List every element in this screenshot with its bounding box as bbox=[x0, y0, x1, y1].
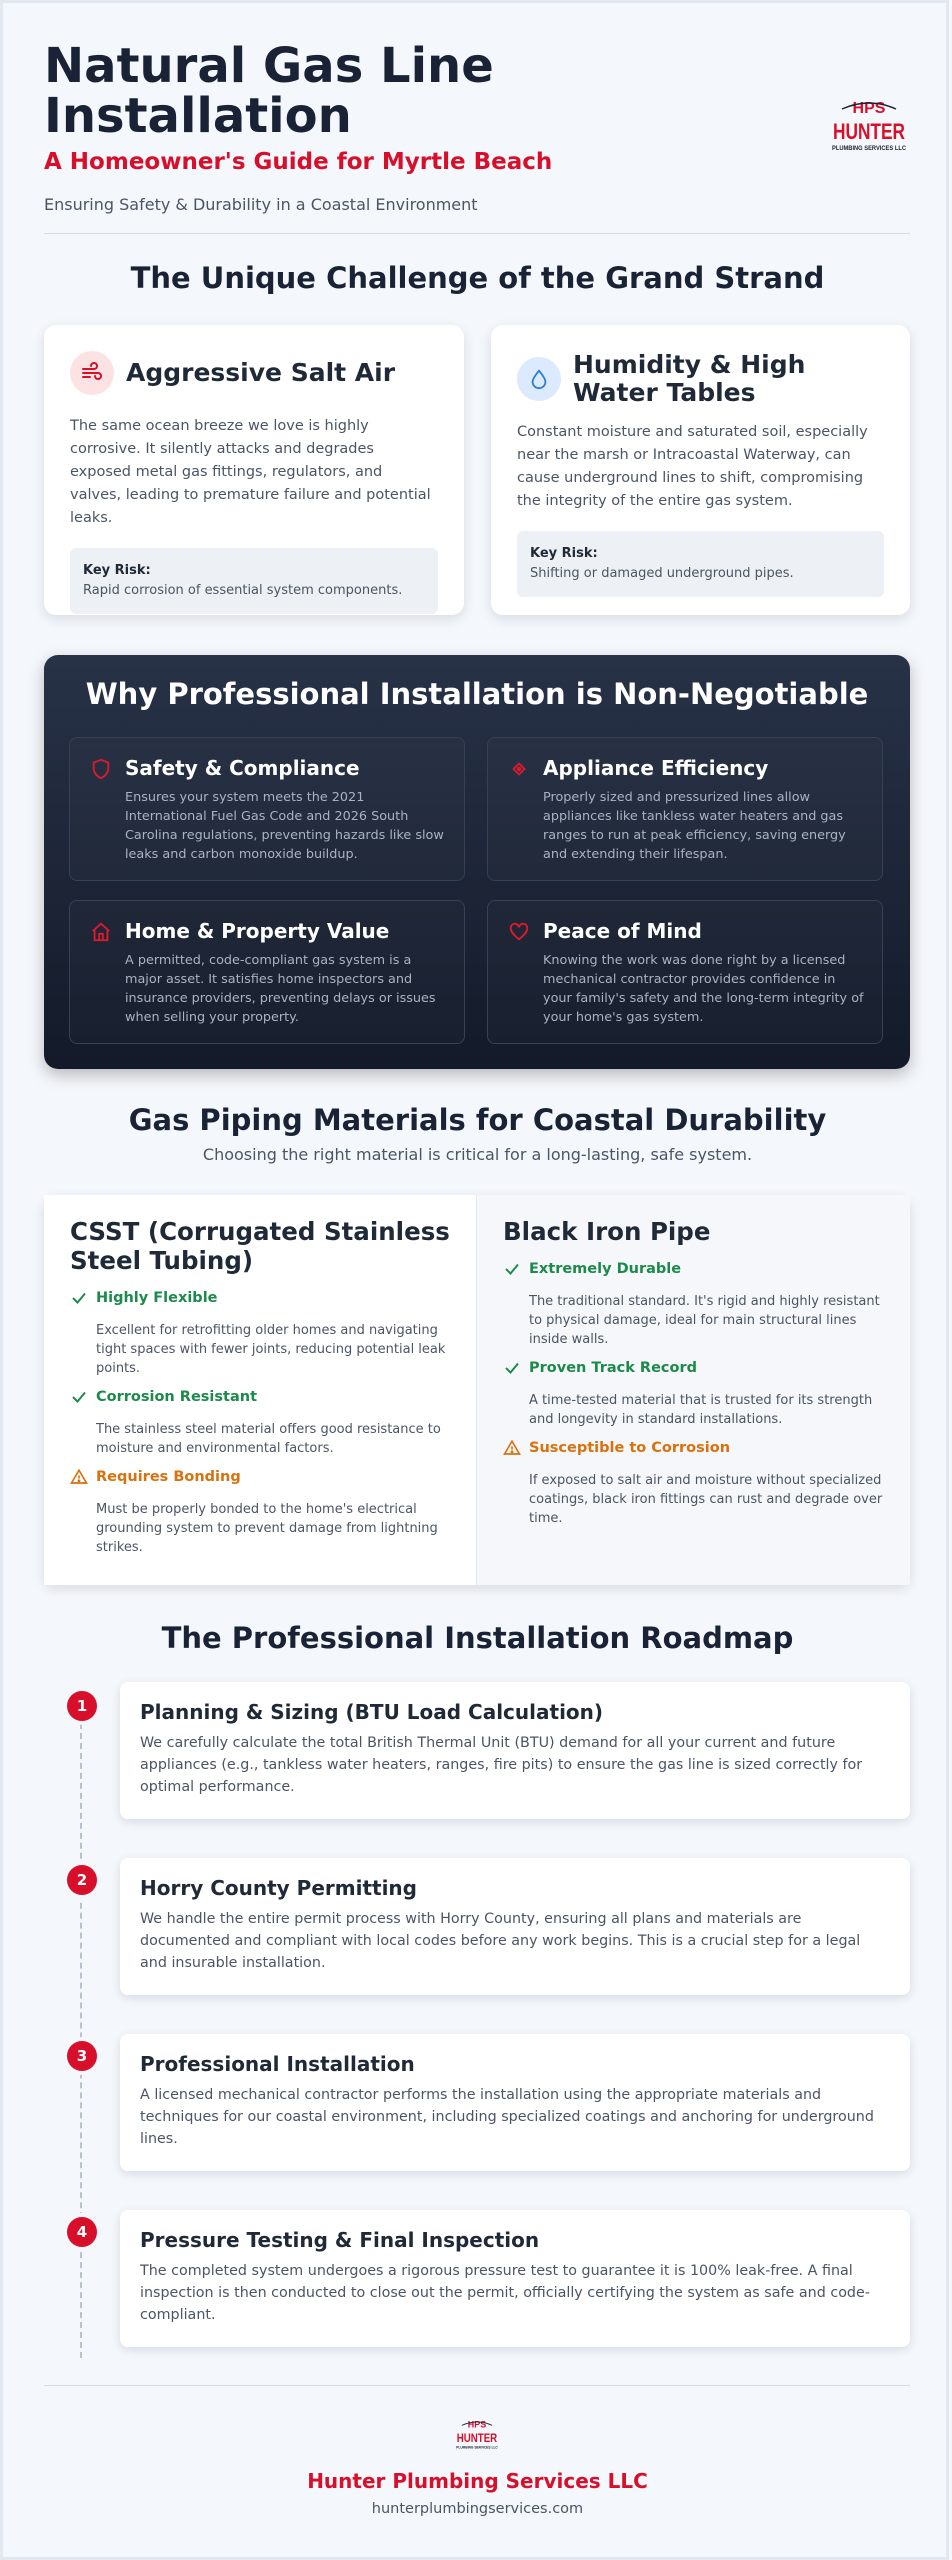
feature-body: Excellent for retrofitting older homes and navigating tight spaces with fewer joints, reducing potential leak points. bbox=[96, 1323, 446, 1376]
material-feature bbox=[70, 1388, 450, 1406]
check-icon bbox=[503, 1359, 521, 1377]
challenge-card-salt-air bbox=[44, 325, 464, 615]
why-card-peace-of-mind bbox=[487, 900, 883, 1044]
material-column-csst bbox=[44, 1195, 477, 1585]
key-risk-box bbox=[70, 548, 438, 614]
footer-website-link[interactable]: hunterplumbingservices.com bbox=[371, 2501, 584, 2517]
why-card-safety bbox=[69, 737, 465, 881]
material-feature bbox=[70, 1468, 450, 1486]
materials-comparison bbox=[44, 1195, 910, 1585]
challenge-heading: The Unique Challenge of the Grand Strand bbox=[130, 261, 825, 295]
footer-company-name: Hunter Plumbing Services LLC bbox=[307, 2469, 648, 2493]
page-title: Natural Gas Line Installation bbox=[44, 38, 494, 144]
why-card-property-value bbox=[69, 900, 465, 1044]
hunter-logo bbox=[828, 99, 910, 157]
key-risk-label: Key Risk: bbox=[530, 546, 598, 561]
step-title: Professional Installation bbox=[140, 2052, 415, 2076]
feature-body: If exposed to salt air and moisture without specialized coatings, black iron fittings can rust and degrade over time. bbox=[529, 1473, 883, 1526]
why-heading: Why Professional Installation is Non-Negotiable bbox=[85, 677, 869, 711]
divider bbox=[44, 233, 910, 234]
material-feature bbox=[70, 1289, 450, 1307]
step-title: Pressure Testing & Final Inspection bbox=[140, 2228, 540, 2252]
key-risk-box bbox=[517, 531, 884, 597]
key-risk-text: Rapid corrosion of essential system components. bbox=[83, 583, 403, 598]
step-body: We carefully calculate the total British Thermal Unit (BTU) demand for all your current and future appliances (e.g., tankless water heaters, ranges, fire pits) to ensure the gas line is sized correctly for optimal performance. bbox=[140, 1735, 863, 1795]
check-icon bbox=[70, 1388, 88, 1406]
wind-icon bbox=[70, 351, 114, 395]
card-body: The same ocean breeze we love is highly corrosive. It silently attacks and degrades exposed metal gas fittings, regulators, and valves, leading to premature failure and potential leaks. bbox=[70, 418, 431, 526]
step-number: 2 bbox=[67, 1865, 97, 1895]
logo-letters: HPS bbox=[852, 100, 886, 117]
why-card-body: A permitted, code-compliant gas system is a major asset. It satisfies home inspectors and insurance providers, preventing delays or issues when selling your property. bbox=[125, 953, 436, 1025]
material-feature bbox=[503, 1359, 884, 1377]
feature-body: The stainless steel material offers good resistance to moisture and environmental factors. bbox=[96, 1422, 441, 1456]
why-section bbox=[44, 655, 910, 1069]
why-card-body: Properly sized and pressurized lines allow appliances like tankless water heaters and gas ranges to run at peak efficiency, saving energy and extending their lifespan. bbox=[543, 790, 846, 862]
material-title: CSST (Corrugated Stainless Steel Tubing) bbox=[70, 1217, 450, 1275]
material-title: Black Iron Pipe bbox=[503, 1217, 711, 1246]
check-icon bbox=[503, 1260, 521, 1278]
shield-icon bbox=[90, 758, 112, 780]
roadmap-step bbox=[120, 1682, 910, 1819]
logo-name: HUNTER bbox=[833, 119, 906, 144]
roadmap-step bbox=[120, 1858, 910, 1995]
footer-logo-small: PLUMBING SERVICES LLC bbox=[456, 2445, 499, 2450]
why-card-efficiency bbox=[487, 737, 883, 881]
materials-heading: Gas Piping Materials for Coastal Durability bbox=[128, 1103, 827, 1137]
timeline-line bbox=[80, 1713, 82, 2358]
step-number: 3 bbox=[67, 2041, 97, 2071]
footer-logo bbox=[454, 2419, 500, 2453]
step-number: 4 bbox=[67, 2217, 97, 2247]
why-card-body: Ensures your system meets the 2021 International Fuel Gas Code and 2026 South Carolina regulations, preventing hazards like slow leaks and carbon monoxide buildup. bbox=[125, 790, 444, 862]
feature-title: Susceptible to Corrosion bbox=[529, 1440, 731, 1456]
step-number: 1 bbox=[67, 1691, 97, 1721]
tag-icon bbox=[508, 758, 530, 780]
droplet-icon bbox=[517, 357, 561, 401]
materials-subheading: Choosing the right material is critical for a long-lasting, safe system. bbox=[202, 1145, 753, 1164]
logo-small: PLUMBING SERVICES LLC bbox=[832, 146, 907, 152]
page-tagline: Ensuring Safety & Durability in a Coastal Environment bbox=[44, 195, 478, 214]
home-icon bbox=[90, 921, 112, 943]
step-body: A licensed mechanical contractor performs the installation using the appropriate materials and techniques for our coastal environment, including specialized coatings and anchoring for underground lines. bbox=[140, 2087, 874, 2147]
step-title: Planning & Sizing (BTU Load Calculation) bbox=[140, 1700, 604, 1724]
warning-icon bbox=[503, 1439, 521, 1457]
card-body: Constant moisture and saturated soil, especially near the marsh or Intracoastal Waterway, can cause underground lines to shift, compromising the integrity of the entire gas system. bbox=[517, 424, 868, 509]
why-card-title: Safety & Compliance bbox=[125, 756, 360, 780]
feature-title: Highly Flexible bbox=[96, 1290, 218, 1306]
step-body: The completed system undergoes a rigorous pressure test to guarantee it is 100% leak-free. A final inspection is then conducted to close out the permit, officially certifying the system as safe and code-compliant. bbox=[140, 2263, 870, 2323]
feature-title: Extremely Durable bbox=[529, 1261, 682, 1277]
feature-title: Corrosion Resistant bbox=[96, 1389, 258, 1405]
roadmap-step bbox=[120, 2034, 910, 2171]
divider bbox=[44, 2385, 910, 2386]
material-column-black-iron bbox=[477, 1195, 910, 1585]
why-card-body: Knowing the work was done right by a licensed mechanical contractor provides confidence in your family's safety and the long-term integrity of your home's gas system. bbox=[543, 953, 864, 1025]
card-title: Aggressive Salt Air bbox=[126, 358, 396, 387]
material-feature bbox=[503, 1439, 884, 1457]
feature-title: Proven Track Record bbox=[529, 1360, 698, 1376]
check-icon bbox=[70, 1289, 88, 1307]
why-card-title: Home & Property Value bbox=[125, 919, 390, 943]
challenge-card-humidity bbox=[491, 325, 910, 615]
key-risk-text: Shifting or damaged underground pipes. bbox=[530, 566, 794, 581]
feature-title: Requires Bonding bbox=[96, 1469, 241, 1485]
material-feature bbox=[503, 1260, 884, 1278]
roadmap-step bbox=[120, 2210, 910, 2347]
feature-body: The traditional standard. It's rigid and highly resistant to physical damage, ideal for main structural lines inside walls. bbox=[529, 1294, 880, 1347]
heart-icon bbox=[508, 921, 530, 943]
warning-icon bbox=[70, 1468, 88, 1486]
step-title: Horry County Permitting bbox=[140, 1876, 417, 1900]
feature-body: Must be properly bonded to the home's electrical grounding system to prevent damage from lightning strikes. bbox=[96, 1502, 438, 1555]
feature-body: A time-tested material that is trusted for its strength and longevity in standard installations. bbox=[529, 1393, 873, 1427]
key-risk-label: Key Risk: bbox=[83, 563, 151, 578]
roadmap-heading: The Professional Installation Roadmap bbox=[161, 1621, 794, 1655]
page-subtitle: A Homeowner's Guide for Myrtle Beach bbox=[44, 149, 553, 175]
why-card-title: Peace of Mind bbox=[543, 919, 702, 943]
footer-logo-letters: HPS bbox=[467, 2419, 487, 2430]
footer-logo-name: HUNTER bbox=[456, 2431, 498, 2446]
why-card-title: Appliance Efficiency bbox=[543, 756, 769, 780]
header bbox=[44, 38, 910, 214]
card-title: Humidity & High Water Tables bbox=[573, 350, 806, 407]
step-body: We handle the entire permit process with Horry County, ensuring all plans and materials are documented and compliant with local codes before any work begins. This is a crucial step for a legal and insurable installation. bbox=[140, 1911, 861, 1971]
